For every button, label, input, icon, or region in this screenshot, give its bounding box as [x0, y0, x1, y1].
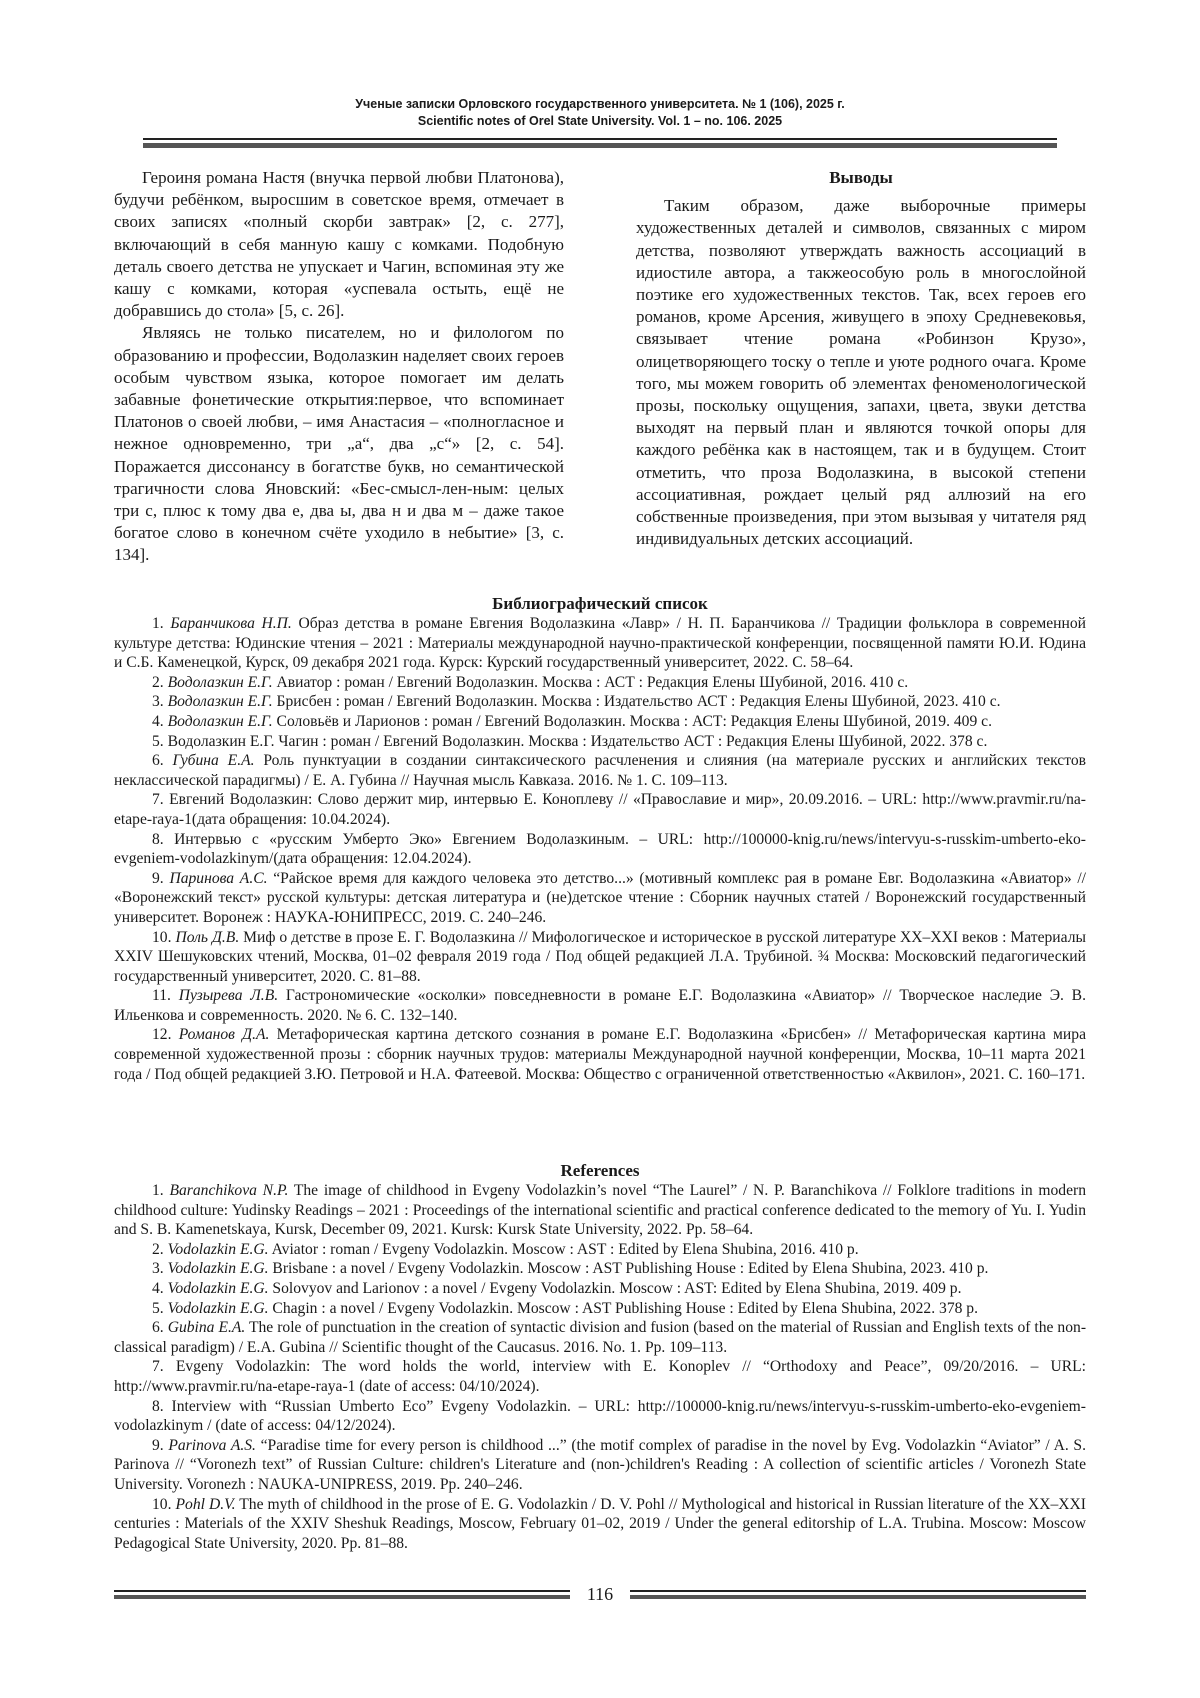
bib-item: 8. Интервью с «русским Умберто Эко» Евгением Водолазкиным. – URL: http://100000-knig.ru/news/intervyu-s-russkim-umberto-eko-evgeniem-vodolazkinym/(дата обращения: 12.04.2024). — [114, 830, 1086, 868]
ref-item: 1. Baranchikova N.P. The image of childhood in Evgeny Vodolazkin’s novel “The Laurel” / N. P. Baranchikova // Folklore traditions in modern childhood culture: Yudinsky Readings – 2021 : Proceedings of the international scientific and practical conference dedicated to the memory of Yu. I. Yudin and S. B. Kamenetskaya, Kursk, December 09, 2021. Kursk: Kursk State University, 2022. Pp. 58–64. — [114, 1182, 1087, 1239]
conclusions-heading: Выводы — [829, 168, 893, 187]
header-rule-thick — [143, 143, 1057, 148]
bib-item: 11. Пузырева Л.В. Гастрономические «осколки» повседневности в романе Е.Г. Водолазкина «Авиатор» // Творческое наследие Э. В. Ильенкова и современность. 2020. № 6. С. 132–140. — [114, 987, 1086, 1024]
ref-item: 10. Pohl D.V. The myth of childhood in the prose of E. G. Vodolazkin / D. V. Pohl // Mythological and historical in Russian literature of the XX–XXI centuries : Materials of the XXIV Sheshuk Readings, Moscow, February 01–02, 2019 / Under the general editorship of L.A. Trubina. Moscow: Moscow Pedagogical State University, 2020. Pp. 81–88. — [114, 1495, 1086, 1552]
page-number: 116 — [586, 1584, 614, 1604]
ref-item: 7. Evgeny Vodolazkin: The word holds the world, interview with E. Konoplev // “Orthodoxy and Peace”, 09/20/2016. – URL: http://www.pravmir.ru/na-etape-raya-1 (date of access: 04/10/2024). — [114, 1358, 1086, 1395]
ref-item: 5. Vodolazkin E.G. Chagin : a novel / Evgeny Vodolazkin. Moscow : AST Publishing House : Edited by Elena Shubina, 2022. 378 p. — [152, 1299, 979, 1317]
ref-item: 8. Interview with “Russian Umberto Eco” Evgeny Vodolazkin. – URL: http://100000-knig.ru/news/intervyu-s-russkim-umberto-eko-evgeniem-vodolazkinym / (date of access: 04/12/2024). — [114, 1397, 1086, 1435]
ref-item: 4. Vodolazkin E.G. Solovyov and Larionov : a novel / Evgeny Vodolazkin. Moscow : AST: Edited by Elena Shubina, 2019. 409 p. — [152, 1279, 962, 1297]
bib-item: 10. Поль Д.В. Миф о детстве в прозе Е. Г. Водолазкина // Мифологическое и историческое в русской литературе XX–XXI веков : Материалы XXIV Шешуковских чтений, Москва, 01–02 февраля 2019 года / Под общей редакцией Л.А. Трубиной. ¾ Москва: Московский педагогический государственный университет, 2020. С. 81–88. — [114, 928, 1086, 985]
footer-rule-left-thick — [114, 1595, 570, 1599]
footer-rule-right-thick — [630, 1595, 1086, 1599]
journal-header — [143, 96, 1057, 130]
bib-item: 7. Евгений Водолазкин: Слово держит мир, интервью Е. Коноплеву // «Православие и мир», 20.09.2016. – URL: http://www.pravmir.ru/na-etape-raya-1(дата обращения: 10.04.2024). — [114, 791, 1086, 828]
left-paragraph-2: Являясь не только писателем, но и филологом по образованию и профессии, Водолазкин наделяет своих героев особым чувством языка, которое помогает им делать забавные фонетические открытия:первое, что вспоминает Платонов о своей любви, – имя Анастасия – «полногласное и нежное одновременно, три „а“, два „с“» [2, с. 54]. Поражается диссонансу в богатстве букв, но семантической трагичности слова Яновский: «Бес-смысл-лен-ным: целых три с, плюс к тому два е, два ы, два н и два м – даже такое богатое слово в конечном счёте уходило в небытие» [3, с. 134]. — [114, 323, 564, 565]
references-heading: References — [560, 1161, 640, 1180]
bib-item: 1. Баранчикова Н.П. Образ детства в романе Евгения Водолазкина «Лавр» / Н. П. Баранчикова // Традиции фольклора в современной культуре детства: Юдинские чтения – 2021 : Материалы международной научно-практической конференции, посвященной памяти Ю.И. Юдина и С.Б. Каменецкой, Курск, 09 декабря 2021 года. Курск: Курский государственный университет, 2022. С. 58–64. — [114, 615, 1086, 672]
ref-item: 3. Vodolazkin E.G. Brisbane : a novel / Evgeny Vodolazkin. Moscow : AST Publishing House : Edited by Elena Shubina, 2023. 410 p. — [152, 1260, 989, 1278]
bibliography-section — [114, 593, 1086, 1084]
right-column — [636, 167, 1086, 550]
bib-item: 12. Романов Д.А. Метафорическая картина детского сознания в романе Е.Г. Водолазкина «Брисбен» // Метафорическая картина мира современной художественной прозы : сборник научных трудов: материалы Международной научной конференции, Москва, 10–11 марта 2021 года / Под общей редакцией З.Ю. Петровой и Н.А. Фатеевой. Москва: Общество с ограниченной ответственностью «Аквилон», 2021. С. 160–171. — [114, 1026, 1086, 1083]
journal-header-ru: Ученые записки Орловского государственного университета. № 1 (106), 2025 г. — [355, 97, 845, 111]
ref-item: 6. Gubina E.A. The role of punctuation in the creation of syntactic division and fusion (based on the material of Russian and English texts of the non-classical paradigm) / E.A. Gubina // Scientific thought of the Caucasus. 2016. No. 1. Pp. 109–113. — [114, 1319, 1087, 1356]
bib-item: 6. Губина Е.А. Роль пунктуации в создании синтаксического расчленения и слияния (на материале русских и английских текстов неклассической парадигмы) / Е. А. Губина // Научная мысль Кавказа. 2016. № 1. С. 109–113. — [114, 752, 1086, 789]
bib-item: 5. Водолазкин Е.Г. Чагин : роман / Евгений Водолазкин. Москва : Издательство АСТ : Редакция Елены Шубиной, 2022. 378 с. — [152, 732, 988, 750]
left-column — [114, 167, 564, 567]
header-rule-thin — [143, 138, 1057, 140]
footer-rule-right — [630, 1590, 1086, 1592]
bib-item: 2. Водолазкин Е.Г. Авиатор : роман / Евгений Водолазкин. Москва : АСТ : Редакция Елены Шубиной, 2016. 410 с. — [152, 673, 909, 691]
bib-item: 4. Водолазкин Е.Г. Соловьёв и Ларионов : роман / Евгений Водолазкин. Москва : АСТ: Редакция Елены Шубиной, 2019. 409 с. — [152, 712, 992, 730]
bibliography-heading: Библиографический список — [492, 594, 708, 613]
conclusions-paragraph: Таким образом, даже выборочные примеры художественных деталей и символов, связанных с миром детства, позволяют утверждать важность ассоциаций в идиостиле автора, а такжеособую роль в многослойной поэтике его художественных текстов. Так, всех героев его романов, кроме Арсения, живущего в эпоху Средневековья, связывает чтение романа «Робинзон Крузо», олицетворяющего тоску о тепле и уюте родного очага. Кроме того, мы можем говорить об элементах феноменологической прозы, поскольку ощущения, запахи, цвета, звуки детства выходят на первый план и являются точкой опоры для каждого ребёнка как в настоящем, так и в будущем. Стоит отметить, что проза Водолазкина, в высокой степени ассоциативная, рождает целый ряд аллюзий на его собственные произведения, при этом вызывая у читателя ряд индивидуальных детских ассоциаций. — [636, 196, 1086, 549]
journal-header-en: Scientific notes of Orel State University. Vol. 1 – no. 106. 2025 — [417, 114, 783, 128]
ref-item: 2. Vodolazkin E.G. Aviator : roman / Evgeny Vodolazkin. Moscow : AST : Edited by Elena Shubina, 2016. 410 p. — [152, 1240, 859, 1258]
footer-rule-left — [114, 1590, 570, 1592]
bib-item: 3. Водолазкин Е.Г. Брисбен : роман / Евгений Водолазкин. Москва : Издательство АСТ : Редакция Елены Шубиной, 2023. 410 с. — [152, 693, 1001, 711]
bib-item: 9. Паринова А.С. “Райское время для каждого человека это детство...» (мотивный комплекс рая в романе Евг. Водолазкина «Авиатор» // «Воронежский текст» русской культуры: детская литература и (не)детское чтение : Сборник научных статей / Воронежский государственный университет. Воронеж : НАУКА-ЮНИПРЕСС, 2019. С. 240–246. — [114, 869, 1087, 926]
left-paragraph-1: Героиня романа Настя (внучка первой любви Платонова), будучи ребёнком, выросшим в советское время, отмечает в своих записях «полный скорби завтрак» [2, с. 277], включающий в себя манную кашу с комками. Подобную деталь своего детства не упускает и Чагин, вспоминая эту же кашу с комками, которая «успевала остыть, ещё не добравшись до стола» [5, с. 26]. — [114, 168, 564, 321]
references-section — [114, 1160, 1086, 1553]
ref-item: 9. Parinova A.S. “Paradise time for every person is childhood ...” (the motif complex of paradise in the novel by Evg. Vodolazkin “Aviator” / A. S. Parinova // “Voronezh text” of Russian Culture: children's Literature and (non-)children's Reading : A collection of scientific articles / Voronezh State University. Voronezh : NAUKA-UNIPRESS, 2019. Pp. 240–246. — [114, 1436, 1086, 1493]
page-footer — [114, 1584, 1086, 1608]
